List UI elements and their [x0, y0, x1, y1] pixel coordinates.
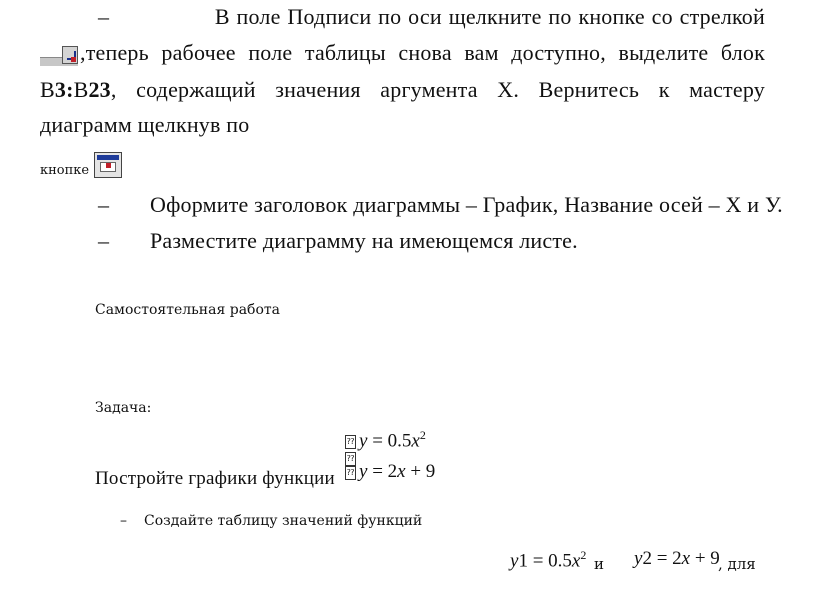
dash: – [120, 513, 127, 529]
range-col: B [73, 77, 89, 102]
final-function-y2 [634, 548, 720, 570]
word: поле [248, 40, 293, 65]
word: , [110, 77, 117, 102]
task-prompt [95, 468, 335, 490]
eq-tail: + 9 [690, 548, 720, 569]
var-y: y [359, 461, 368, 482]
section-heading: Самостоятельная работа [95, 302, 280, 318]
var-x: x [411, 430, 420, 452]
var-x: x [681, 548, 691, 569]
dash: – [98, 4, 110, 29]
word: блок [720, 40, 765, 65]
eq-mid: = 2 [367, 461, 398, 482]
word: к [658, 77, 670, 102]
word: кнопке [578, 4, 645, 29]
word: мастеру [689, 77, 765, 102]
eq-mid: = 0.5 [367, 430, 412, 452]
instruction-line-4: диаграмм щелкнув по [40, 112, 250, 137]
word: Х. [497, 77, 520, 102]
bullet-text: Разместите диаграмму на имеющемся листе. [150, 228, 578, 253]
word: стрелкой [679, 4, 765, 29]
var-y: y [359, 430, 368, 452]
chart-wizard-button-icon[interactable] [94, 152, 122, 178]
word: В [214, 4, 230, 29]
instruction-line-1 [40, 4, 765, 30]
instruction-line-2 [40, 40, 765, 66]
eq-tail: + 9 [405, 461, 436, 482]
conjunction-and: и [594, 555, 604, 573]
word: со [651, 4, 673, 29]
button-caption-row [40, 152, 122, 178]
step-create-table [120, 513, 422, 529]
var-y: y [510, 550, 519, 572]
instruction-line-3 [40, 77, 765, 103]
word: рабочее [161, 40, 236, 65]
var-y: y [634, 548, 643, 569]
word: значения [275, 77, 361, 102]
prompt-text: Постройте графики функции [95, 468, 335, 489]
word: доступно, [511, 40, 606, 65]
equation-2 [345, 461, 435, 483]
word: выделите [618, 40, 709, 65]
index: 1 [518, 550, 528, 572]
var-x: x [571, 550, 581, 572]
word: поле [236, 4, 281, 29]
var-x: x [397, 461, 406, 482]
eq-mid: = 0.5 [527, 550, 572, 572]
word: оси [408, 4, 442, 29]
word: содержащий [136, 77, 256, 102]
range-row: 3: [54, 77, 74, 102]
dash: – [98, 228, 110, 253]
task-label: Задача: [95, 400, 152, 416]
brace-glyph: ⁇ [345, 452, 356, 466]
chart-collapse-button-icon[interactable] [40, 44, 78, 66]
range-row: 23 [88, 77, 111, 102]
bullet-text: Оформите заголовок диаграммы – График, Название осей – Х и У. [150, 192, 783, 217]
word: вам [464, 40, 499, 65]
word: щелкните [448, 4, 542, 29]
bullet-chart-placement [40, 228, 578, 254]
word: аргумента [380, 77, 478, 102]
dash: – [98, 192, 110, 217]
brace-glyph: ⁇ [345, 466, 356, 480]
word: снова [398, 40, 452, 65]
final-functions-line [510, 548, 586, 572]
word: по [548, 4, 572, 29]
cell-range [40, 77, 117, 103]
step-text: Создайте таблицу значений функций [144, 513, 423, 529]
word: Вернитесь [538, 77, 640, 102]
icon-with-word [40, 40, 149, 66]
range-col: B [40, 77, 55, 102]
brace-glyph: ⁇ [345, 435, 356, 449]
bullet-chart-title [40, 192, 783, 218]
word: таблицы [304, 40, 386, 65]
word: по [378, 4, 402, 29]
word: ,теперь [80, 40, 149, 65]
word: Подписи [287, 4, 372, 29]
exponent: 2 [419, 428, 426, 442]
eq-mid: = 2 [651, 548, 682, 569]
button-caption: кнопке [40, 163, 90, 178]
index: 2 [642, 548, 652, 569]
final-tail: , для [718, 555, 756, 573]
exponent: 2 [580, 548, 587, 562]
